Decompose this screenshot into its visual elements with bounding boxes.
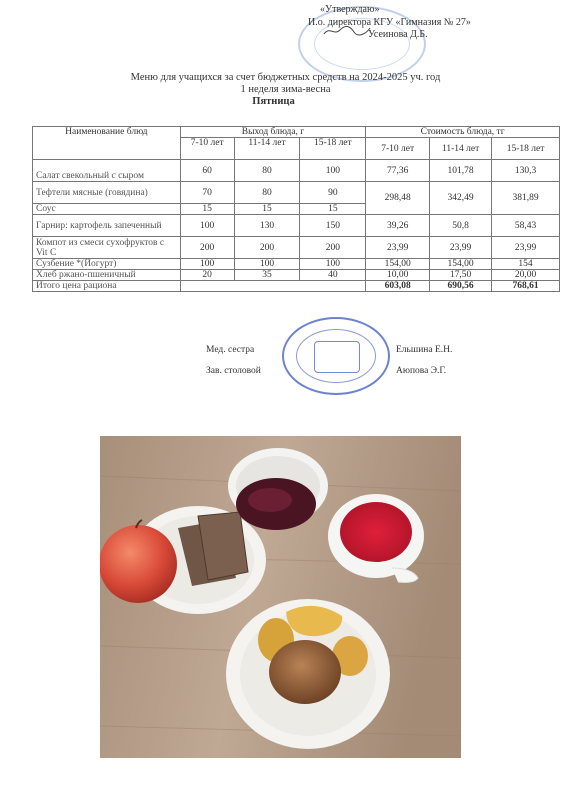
- portion-value: 70: [180, 182, 234, 204]
- cost-value: 23,99: [430, 237, 492, 259]
- cost-value: 58,43: [492, 215, 560, 237]
- total-label: Итого цена рациона: [33, 281, 181, 292]
- menu-table: [32, 126, 560, 292]
- table-row: [33, 237, 560, 259]
- meal-illustration: [100, 436, 461, 758]
- seal-bottom-stamp: [282, 317, 390, 395]
- dish-name: Компот из смеси сухофруктов с Vit C: [33, 237, 181, 259]
- total-spacer: [180, 281, 366, 292]
- portion-value: 90: [300, 182, 366, 204]
- cost-value: 77,36: [366, 160, 430, 182]
- cost-value: 23,99: [366, 237, 430, 259]
- age-cost-11-14: 11-14 лет: [430, 138, 492, 160]
- dish-name: Тефтели мясные (говядина): [33, 182, 181, 204]
- menu-day: Пятница: [252, 96, 295, 107]
- cost-value: 101,78: [430, 160, 492, 182]
- portion-value: 100: [234, 259, 300, 270]
- meal-photo: [100, 436, 461, 758]
- header-cost: Стоимость блюда, тг: [366, 127, 560, 138]
- menu-week: 1 неделя зима-весна: [240, 84, 331, 95]
- compote-drink: [340, 502, 412, 562]
- portion-value: 100: [300, 259, 366, 270]
- dish-name: Гарнир: картофель запеченный: [33, 215, 181, 237]
- portion-value: 80: [234, 182, 300, 204]
- cost-value: 130,3: [492, 160, 560, 182]
- portion-value: 100: [180, 259, 234, 270]
- dish-name: Соус: [33, 204, 181, 215]
- menu-title: Меню для учащихся за счет бюджетных средств на 2024-2025 уч. год: [130, 72, 441, 83]
- table-row: [33, 160, 560, 182]
- header-row-1: [33, 127, 560, 138]
- cost-value: 10,00: [366, 270, 430, 281]
- total-row: [33, 281, 560, 292]
- age-portion-11-14: 11-14 лет: [234, 138, 300, 160]
- portion-value: 100: [300, 160, 366, 182]
- total-value: 690,56: [430, 281, 492, 292]
- cost-value: 50,8: [430, 215, 492, 237]
- cost-value: 20,00: [492, 270, 560, 281]
- manager-name: Аюпова Э.Г.: [396, 366, 447, 376]
- approval-name: Усеинова Д.Б.: [368, 29, 428, 40]
- nurse-role: Мед. сестра: [206, 345, 255, 355]
- portion-value: 200: [234, 237, 300, 259]
- cost-value: 342,49: [430, 182, 492, 215]
- table-row: [33, 270, 560, 281]
- cost-value: 39,26: [366, 215, 430, 237]
- cost-value: 381,89: [492, 182, 560, 215]
- age-cost-15-18: 15-18 лет: [492, 138, 560, 160]
- meatball: [269, 640, 341, 704]
- cost-value: 298,48: [366, 182, 430, 215]
- header-portion: Выход блюда, г: [180, 127, 366, 138]
- cost-value: 17,50: [430, 270, 492, 281]
- manager-role: Зав. столовой: [206, 366, 261, 376]
- dish-name: Салат свекольный с сыром: [33, 160, 181, 182]
- approval-heading: «Утверждаю»: [320, 4, 380, 15]
- portion-value: 100: [180, 215, 234, 237]
- portion-value: 35: [234, 270, 300, 281]
- portion-value: 150: [300, 215, 366, 237]
- portion-value: 80: [234, 160, 300, 182]
- total-value: 768,61: [492, 281, 560, 292]
- header-dish-name: Наименование блюд: [33, 127, 181, 160]
- portion-value: 60: [180, 160, 234, 182]
- cost-value: 154: [492, 259, 560, 270]
- apple: [100, 525, 177, 603]
- age-portion-7-10: 7-10 лет: [180, 138, 234, 160]
- age-cost-7-10: 7-10 лет: [366, 138, 430, 160]
- portion-value: 200: [300, 237, 366, 259]
- director-signature: [322, 24, 372, 38]
- nurse-name: Ельшина Е.Н.: [396, 345, 453, 355]
- dish-name: Сузбение *(Йогурт): [33, 259, 181, 270]
- age-portion-15-18: 15-18 лет: [300, 138, 366, 160]
- portion-value: 40: [300, 270, 366, 281]
- cost-value: 154,00: [430, 259, 492, 270]
- portion-value: 130: [234, 215, 300, 237]
- portion-value: 15: [234, 204, 300, 215]
- dish-name: Хлеб ржано-пшеничный: [33, 270, 181, 281]
- table-row: [33, 259, 560, 270]
- portion-value: 15: [300, 204, 366, 215]
- total-value: 603,08: [366, 281, 430, 292]
- approval-position: И.о. директора КГУ «Гимназия № 27»: [308, 16, 471, 28]
- table-row: [33, 215, 560, 237]
- portion-value: 20: [180, 270, 234, 281]
- cost-value: 154,00: [366, 259, 430, 270]
- table-row: [33, 182, 560, 204]
- portion-value: 200: [180, 237, 234, 259]
- cost-value: 23,99: [492, 237, 560, 259]
- portion-value: 15: [180, 204, 234, 215]
